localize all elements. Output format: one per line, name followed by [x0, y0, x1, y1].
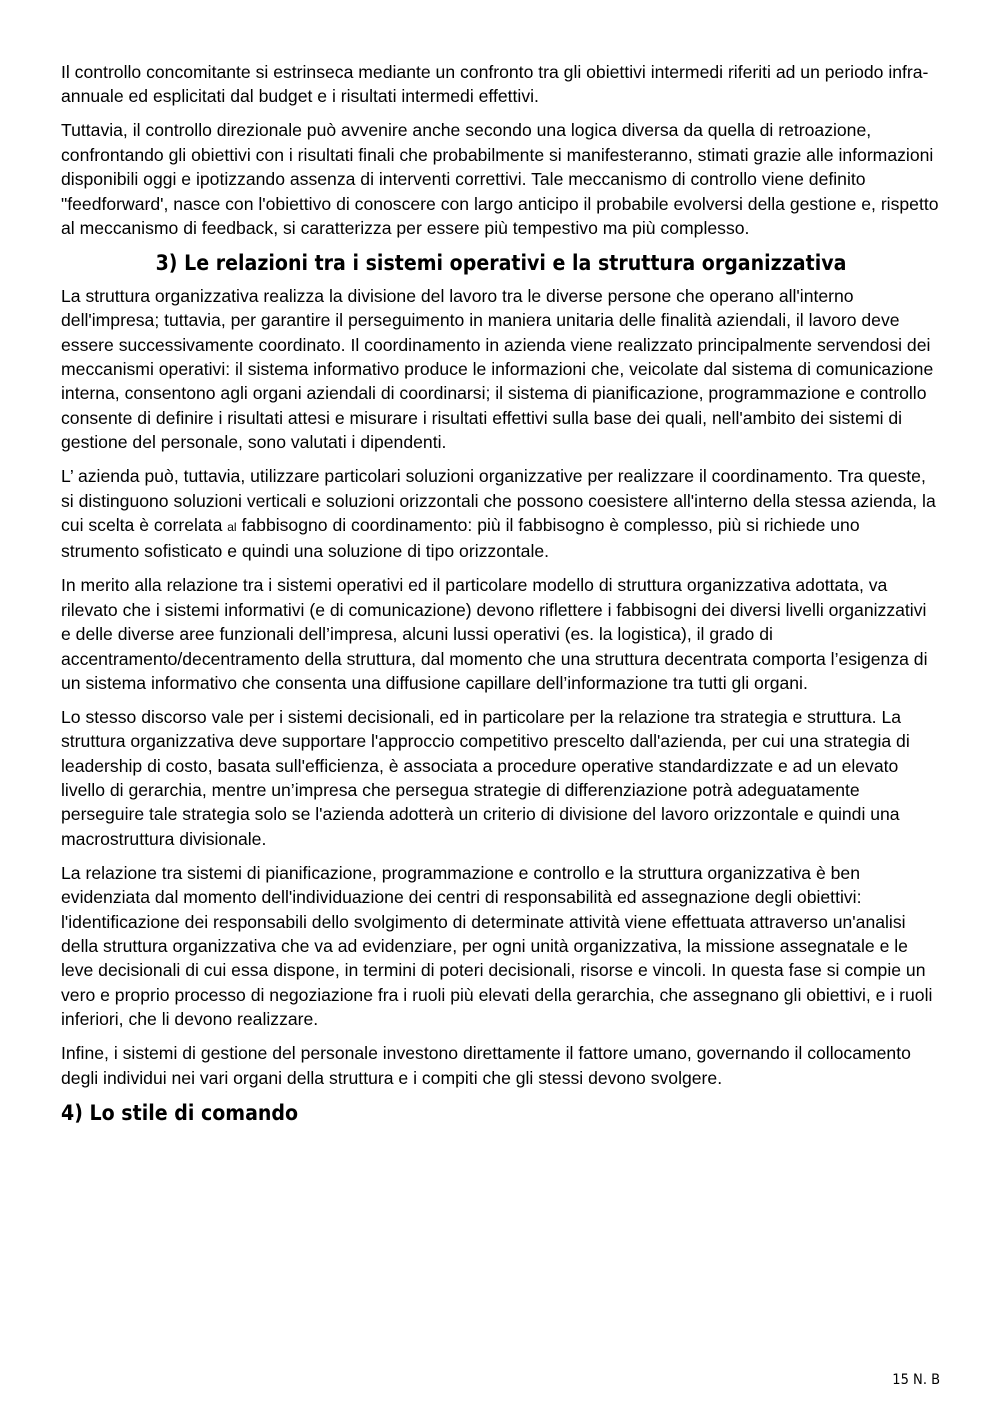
paragraph-feedforward: Tuttavia, il controllo direzionale può avvenire anche secondo una logica diversa da quella di retroazione, confrontando gli obiettivi con i risultati finali che probabilmente si manifesteranno, stimati grazie alle informazioni disponibili oggi e ipotizzando assenza di interventi correttivi. Tale meccanismo di controllo viene definito "feedforward', nasce con l'obiettivo di conoscere con largo anticipo il probabile evolversi della gestione e, rispetto al meccanismo di feedback, si caratterizza per essere più tempestivo ma più complesso. [61, 120, 939, 238]
paragraph-planning-control: La relazione tra sistemi di pianificazione, programmazione e controllo e la struttura organizzativa è ben evidenziata dal momento dell'individuazione dei centri di responsabilità ed assegnazione degli obiettivi: l'identificazione dei responsabili dello svolgimento di determinate attività viene effettuata attraverso un'analisi della struttura organizzativa che va ad evidenziare, per ogni unità organizzativa, la missione assegnatale e le leve decisionali di cui essa dispone, in termini di poteri decisionali, risorse e vincoli. In questa fase si compie un vero e proprio processo di negoziazione fra i ruoli più elevati della gerarchia, che assegnano gli obiettivi, e i ruoli inferiori, che li devono realizzare. [61, 862, 933, 1030]
paragraph-coordination-solutions [61, 464, 941, 564]
paragraph-text-part: fabbisogno di coordinamento: più il fabbisogno è complesso, più si richiede uno strumento sofisticato e quindi una soluzione di tipo orizzontale. [61, 515, 860, 562]
paragraph-text-part: L’ azienda può, tuttavia, utilizzare particolari soluzioni organizzative per realizzare il coordinamento. Tra queste, si distinguono soluzioni verticali e soluzioni orizzontali che possono coesistere all'interno della stessa azienda, la cui scelta è correlata [61, 466, 936, 535]
section-3-heading: 3) Le relazioni tra i sistemi operativi e la struttura organizzativa [155, 250, 847, 276]
paragraph-organizational-structure: La struttura organizzativa realizza la divisione del lavoro tra le diverse persone che operano all'interno dell'impresa; tuttavia, per garantire il perseguimento in maniera unitaria delle finalità aziendali, il lavoro deve essere successivamente coordinato. Il coordinamento in azienda viene realizzato principalmente servendosi dei meccanismi operativi: il sistema informativo produce le informazioni che, veicolate dal sistema di comunicazione interna, consentono agli organi aziendali di coordinarsi; il sistema di pianificazione, programmazione e controllo consente di definire i risultati attesi e misurare i risultati effettivi sulla base dei quali, nell'ambito dei sistemi di gestione del personale, sono valutati i dipendenti. [61, 285, 934, 453]
document-page [61, 60, 941, 1134]
paragraph-text-small: al [227, 520, 237, 534]
paragraph-personnel-management: Infine, i sistemi di gestione del personale investono direttamente il fattore umano, governando il collocamento degli individui nei vari organi della struttura e i compiti che gli stessi devono svolgere. [61, 1043, 911, 1088]
section-4-heading: 4) Lo stile di comando [61, 1100, 299, 1126]
paragraph-concomitant-control: Il controllo concomitante si estrinseca mediante un confronto tra gli obiettivi intermedi riferiti ad un periodo infra-annuale ed esplicitati dal budget e i risultati intermedi effettivi. [61, 62, 929, 107]
paragraph-decision-systems: Lo stesso discorso vale per i sistemi decisionali, ed in particolare per la relazione tra strategia e struttura. La struttura organizzativa deve supportare l'approccio competitivo prescelto dall'azienda, per cui una strategia di leadership di costo, basata sull'efficienza, è associata a procedure operative standardizzate e ad un elevato livello di gerarchia, mentre un’impresa che persegua strategie di differenziazione potrà adeguatamente perseguire tale strategia solo se l'azienda adotterà un criterio di divisione del lavoro orizzontale e quindi una macrostruttura divisionale. [61, 706, 910, 849]
page-number: 15 N. B [892, 1372, 940, 1388]
paragraph-information-systems: In merito alla relazione tra i sistemi operativi ed il particolare modello di struttura organizzativa adottata, va rilevato che i sistemi informativi (e di comunicazione) devono riflettere i fabbisogni dei diversi livelli organizzativi e delle diverse aree funzionali dell’impresa, alcuni lussi operativi (es. la logistica), il grado di accentramento/decentramento della struttura, dal momento che una struttura decentrata comporta l’esigenza di un sistema informativo che consenta una diffusione capillare dell’informazione tra tutti gli organi. [61, 575, 928, 693]
